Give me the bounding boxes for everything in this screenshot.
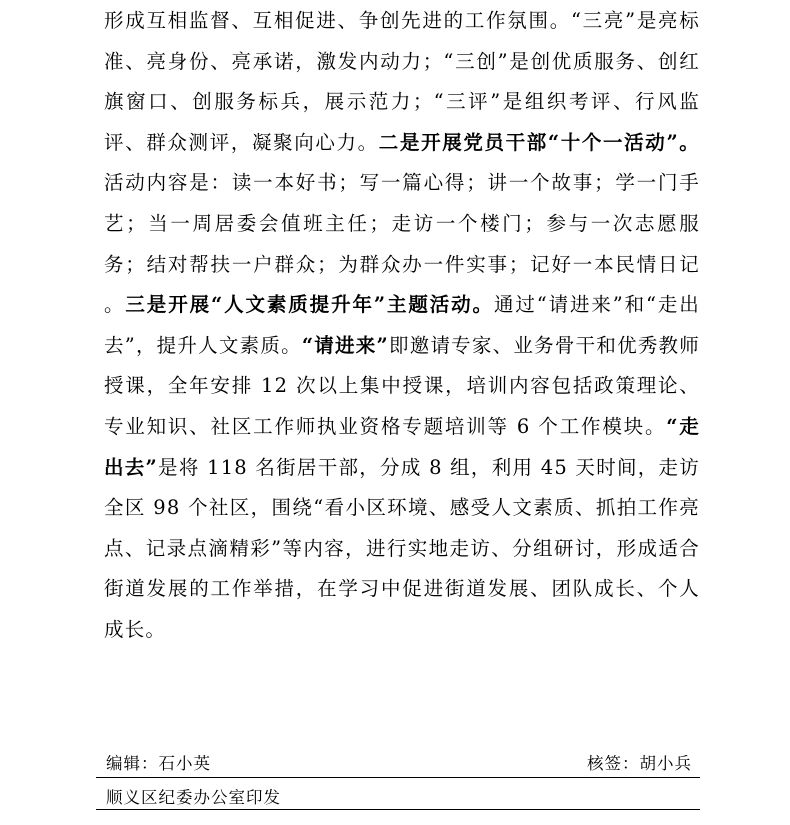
bold-heading-2: 二是开展党员干部“十个一活动”。 (378, 130, 700, 154)
bold-term-qingjinlai: “请进来” (301, 333, 389, 357)
bold-term-zouchuqu: “走出去” (104, 414, 701, 479)
body-text-segment: 是将 118 名街居干部，分成 8 组，利用 45 天时间，走访全区 98 个社区，围绕“看小区环境、感受人文素质、抓拍工作亮点、记录点滴精彩”等内容，进行实地走访、分组研讨，形成适合街道发展的工作举措，在学习中促进街道发展、团队成长、个人成长。 (104, 455, 701, 641)
footer-divider-bottom (96, 809, 700, 810)
body-paragraph (104, 1, 700, 651)
bold-heading-3: 三是开展“人文素质提升年”主题活动。 (125, 293, 494, 317)
footer-divider (96, 777, 700, 778)
body-text-segment: 形成互相监督、互相促进、争创先进的工作氛围。“三亮”是亮标准、亮身份、亮承诺，激发内动力；“三创”是创优质服务、创红旗窗口、创服务标兵，展示范力；“三评”是组织考评、行风监评、群众测评，凝聚向心力。 (104, 9, 700, 154)
printer-credit: 顺义区纪委办公室印发 (106, 788, 281, 807)
body-text-segment: 即邀请专家、业务骨干和优秀教师授课，全年安排 12 次以上集中授课，培训内容包括政策理论、专业知识、社区工作师执业资格专题培训等 6 个工作模块。 (104, 333, 700, 438)
body-text-segment: 通过“请进来”和“走出去”，提升人文素质。 (104, 293, 701, 357)
editor-credit: 编辑：石小英 (106, 754, 211, 773)
reviewer-credit: 核签：胡小兵 (587, 754, 692, 773)
body-text-segment: 活动内容是：读一本好书；写一篇心得；讲一个故事；学一门手艺；当一周居委会值班主任；走访一个楼门；参与一次志愿服务；结对帮扶一户群众；为群众办一件实事；记好一本民情日记 。 (104, 171, 700, 317)
